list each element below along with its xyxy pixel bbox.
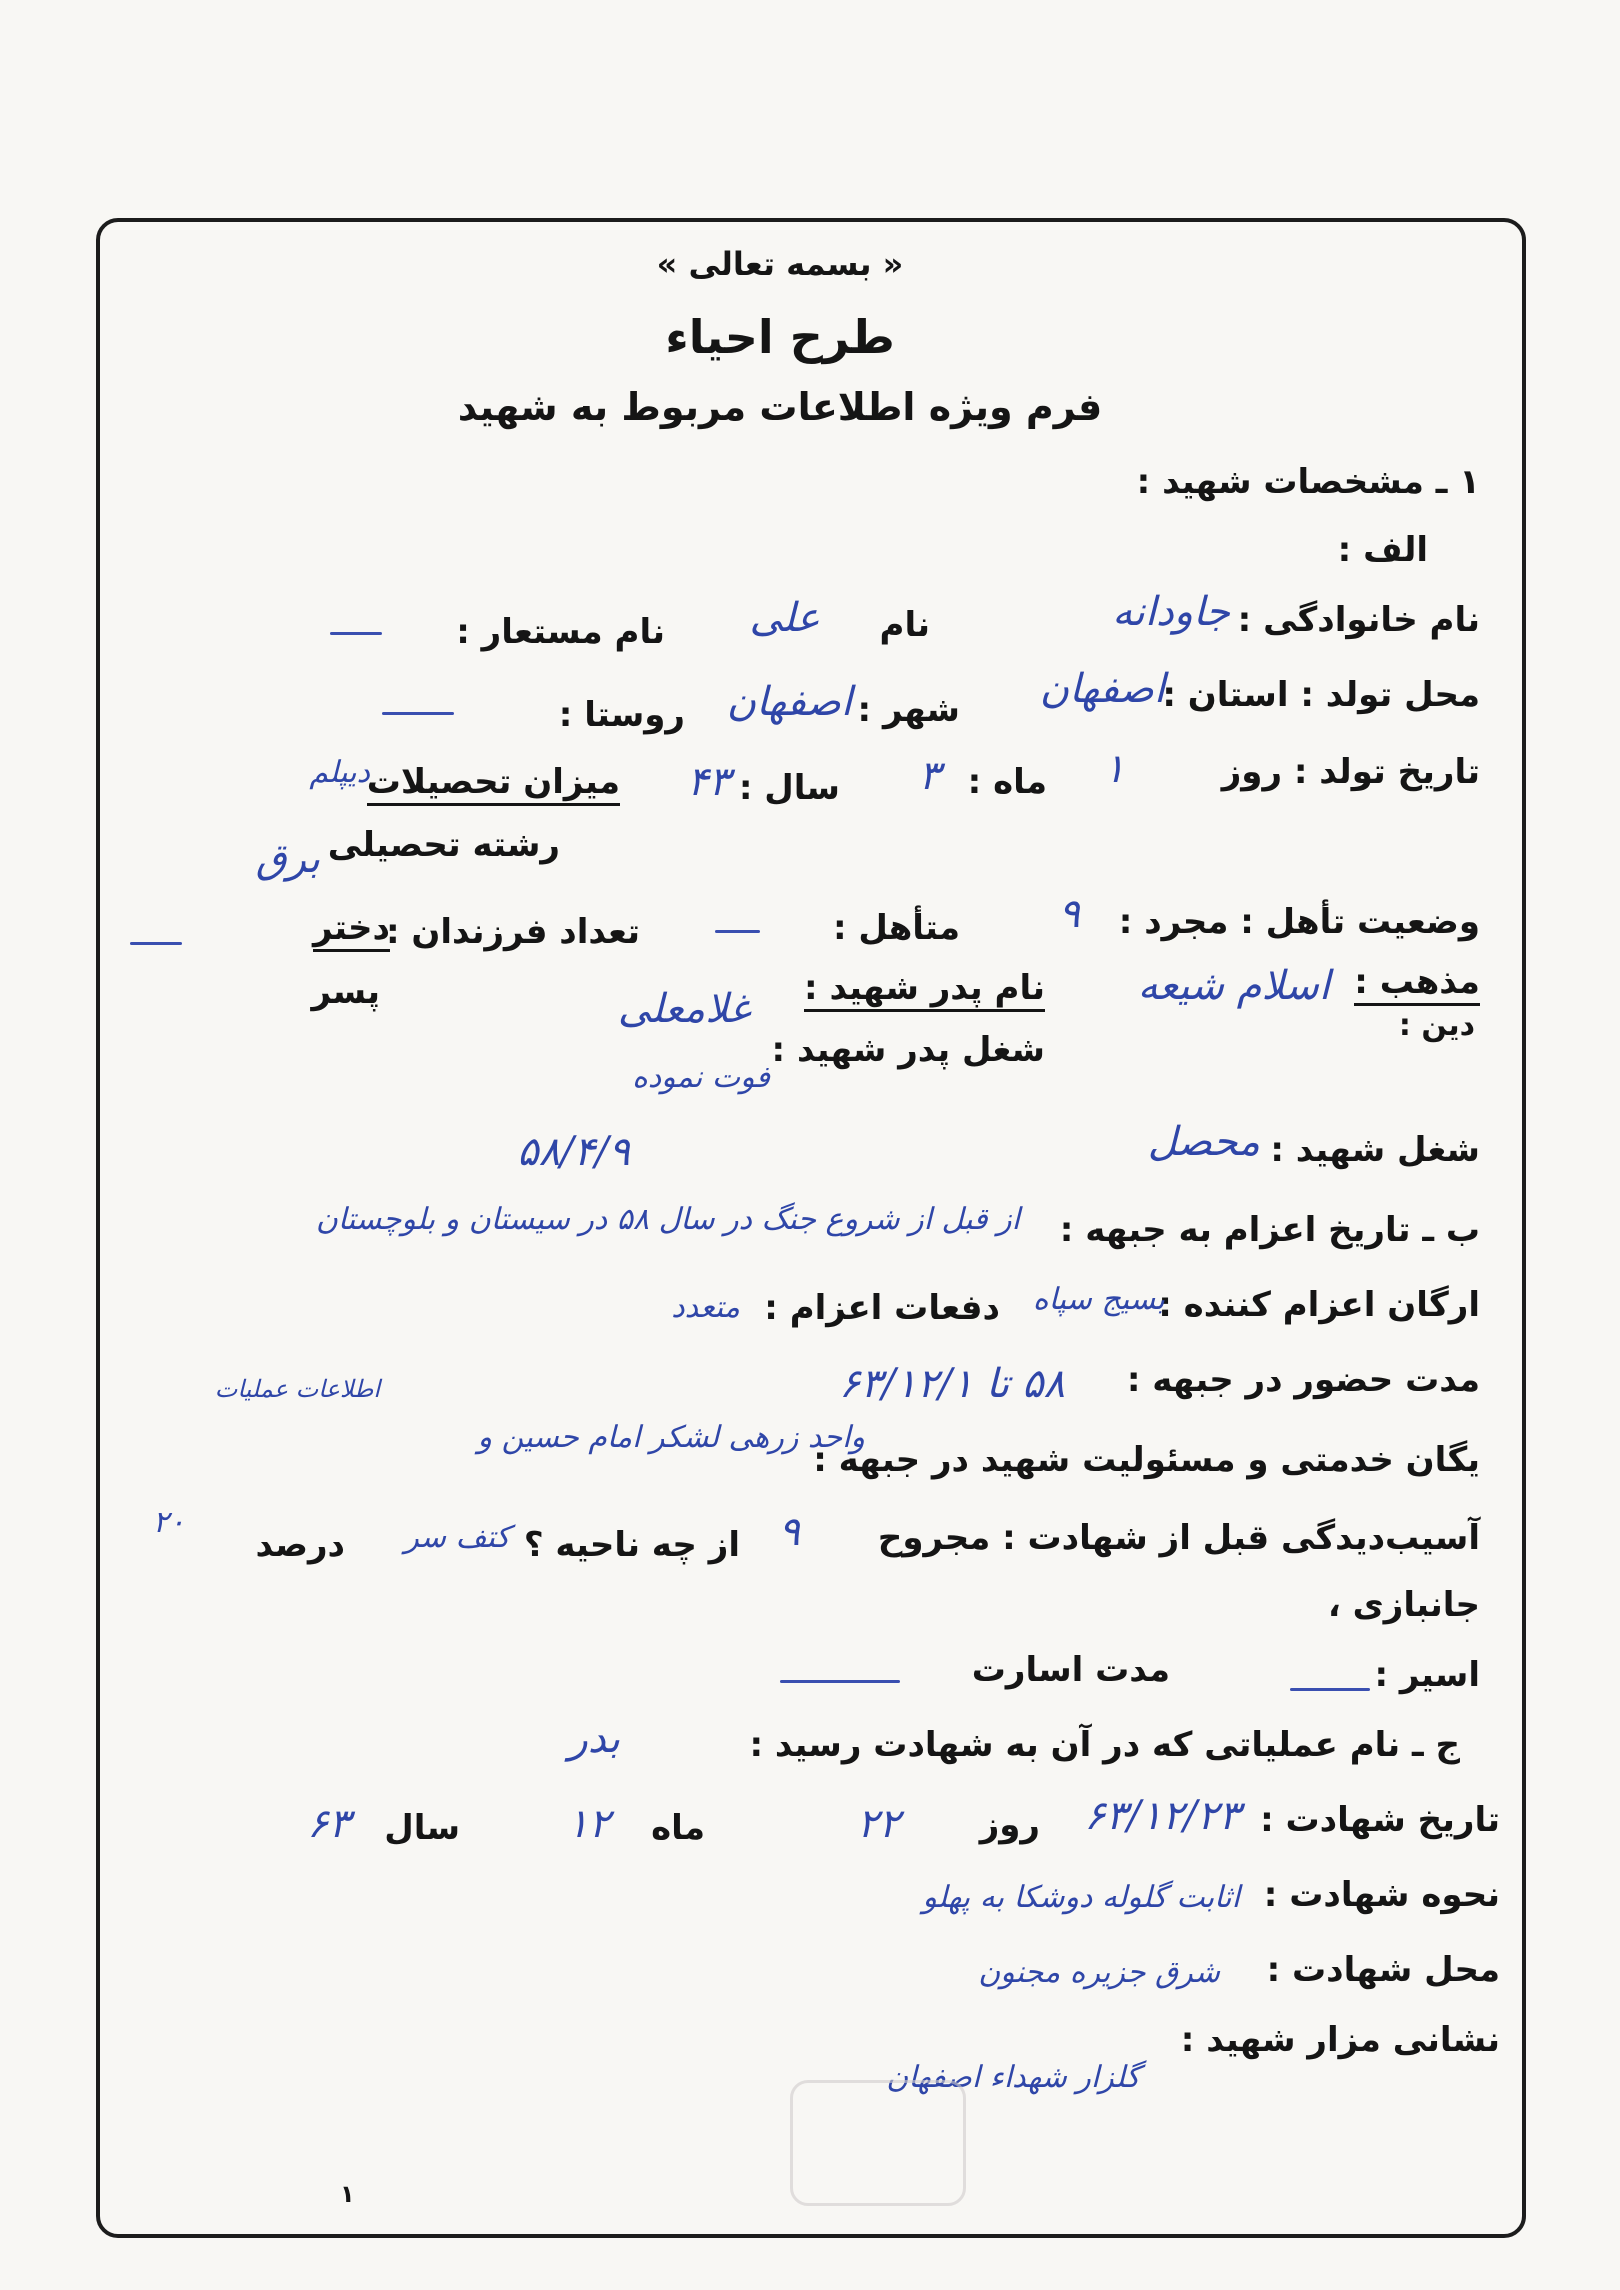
unit-value: واحد زرهی لشکر امام حسین و xyxy=(477,1420,865,1455)
family-name-label: نام خانوادگی : xyxy=(1237,600,1480,640)
martyrdom-day-value: ۲۲ xyxy=(857,1801,900,1847)
martyrdom-date-value: ۶۳/۱۲/۲۳ xyxy=(1084,1793,1240,1839)
children-label: تعداد فرزندان : xyxy=(385,912,640,952)
birthplace-label: محل تولد : استان : xyxy=(1162,675,1480,715)
form-title: طرح احیاء xyxy=(665,310,895,364)
birth-day-value: ۱ xyxy=(1103,746,1125,792)
front-duration-label: مدت حضور در جبهه : xyxy=(1126,1360,1480,1400)
captive-label: اسیر : xyxy=(1374,1655,1480,1695)
religion-label: مذهب : xyxy=(1354,962,1480,1006)
dispatch-date-top-value: ۵۸/۴/۹ xyxy=(517,1129,630,1175)
injury-mark-value: ۹ xyxy=(778,1509,800,1555)
faded-stamp xyxy=(790,2080,966,2206)
daughter-dash xyxy=(130,942,182,945)
family-name-value: جاودانه xyxy=(1112,589,1230,635)
martyr-job-value: محصل xyxy=(1147,1119,1260,1165)
village-dash xyxy=(382,712,454,715)
birth-year-label: سال : xyxy=(738,768,840,808)
martyrdom-month-value: ۱۲ xyxy=(567,1801,610,1847)
grave-value: گلزار شهداء اصفهان xyxy=(886,2060,1140,2095)
martyrdom-month-label: ماه xyxy=(651,1808,705,1848)
martyrdom-year-value: ۶۳ xyxy=(307,1801,350,1847)
father-name-label: نام پدر شهید : xyxy=(804,968,1045,1012)
faith-label: دین : xyxy=(1398,1008,1475,1043)
injury-area-label: از چه ناحیه ؟ xyxy=(523,1525,740,1565)
son-label: پسر xyxy=(311,972,380,1012)
manner-value: اثابت گلوله دوشکا به پهلو xyxy=(922,1880,1240,1915)
religion-value: اسلام شیعه xyxy=(1137,963,1330,1009)
city-value: اصفهان xyxy=(726,679,852,725)
percent-value: ۲۰ xyxy=(152,1505,185,1540)
alias-dash xyxy=(330,632,382,635)
married-dash xyxy=(715,930,760,933)
grave-label: نشانی مزار شهید : xyxy=(1180,2020,1500,2060)
village-label: روستا : xyxy=(558,695,685,735)
percent-label: درصد xyxy=(255,1525,345,1565)
daughter-label: دختر xyxy=(313,908,390,952)
form-subtitle: فرم ویژه اطلاعات مربوط به شهید xyxy=(457,385,1103,429)
father-job-value: فوت نموده xyxy=(632,1060,770,1095)
field-value: برق xyxy=(255,836,320,882)
first-name-label: نام xyxy=(879,605,930,645)
martyr-job-label: شغل شهید : xyxy=(1270,1130,1480,1170)
disability-label: جانبازی ، xyxy=(1327,1585,1480,1625)
manner-label: نحوه شهادت : xyxy=(1263,1875,1500,1915)
captivity-dash xyxy=(780,1680,900,1683)
page-number: ۱ xyxy=(340,2180,355,2208)
place-value: شرق جزیره مجنون xyxy=(978,1955,1220,1990)
marital-label: وضعیت تأهل : مجرد : xyxy=(1118,902,1480,942)
dispatch-org-value: بسیج سپاه xyxy=(1032,1282,1165,1317)
city-label: شهر : xyxy=(857,690,960,730)
dispatch-org-label: ارگان اعزام کننده : xyxy=(1158,1285,1480,1325)
province-value: اصفهان xyxy=(1039,666,1165,712)
martyrdom-date-label: تاریخ شهادت : xyxy=(1260,1800,1500,1840)
captive-dash xyxy=(1290,1688,1370,1691)
place-label: محل شهادت : xyxy=(1266,1950,1500,1990)
field-label: رشته تحصیلی xyxy=(327,825,560,865)
birth-month-value: ۳ xyxy=(918,753,940,799)
front-duration-value: ۵۸ تا ۶۳/۱۲/۱ xyxy=(838,1361,1065,1407)
father-job-label: شغل پدر شهید : xyxy=(771,1030,1045,1070)
unit-label: یگان خدمتی و مسئولیت شهید در جبهه : xyxy=(813,1440,1480,1480)
basmala: « بسمه تعالی » xyxy=(656,245,904,283)
martyrdom-day-label: روز xyxy=(979,1805,1040,1845)
birth-year-value: ۴۳ xyxy=(687,759,730,805)
operation-label: ج ـ نام عملیاتی که در آن به شهادت رسید : xyxy=(749,1725,1460,1765)
injury-area-value: کتف سر xyxy=(404,1520,510,1555)
married-label: متأهل : xyxy=(832,908,960,948)
unit-note-value: اطلاعات عملیات xyxy=(214,1375,380,1403)
martyrdom-year-label: سال xyxy=(384,1808,460,1848)
injury-label: آسیب‌دیدگی قبل از شهادت : مجروح xyxy=(877,1518,1480,1558)
education-value: دیپلم xyxy=(309,755,370,790)
first-name-value: علی xyxy=(749,595,820,641)
marital-single-value: ۹ xyxy=(1058,891,1080,937)
dispatch-times-label: دفعات اعزام : xyxy=(764,1288,1000,1328)
birth-date-label: تاریخ تولد : روز xyxy=(1221,752,1480,792)
captivity-label: مدت اسارت xyxy=(971,1650,1170,1690)
father-name-value: غلامعلی xyxy=(617,986,750,1032)
alias-label: نام مستعار : xyxy=(456,612,665,652)
dispatch-date-value: از قبل از شروع جنگ در سال ۵۸ در سیستان و بلوچستان xyxy=(315,1202,1020,1237)
birth-month-label: ماه : xyxy=(967,762,1047,802)
education-label: میزان تحصیلات xyxy=(367,762,620,806)
section-heading: ۱ ـ مشخصات شهید : xyxy=(1136,462,1480,502)
dispatch-times-value: متعدد xyxy=(671,1290,740,1325)
operation-value: بدر xyxy=(568,1716,620,1762)
dispatch-date-label: ب ـ تاریخ اعزام به جبهه : xyxy=(1059,1210,1480,1250)
section-alef: الف : xyxy=(1337,530,1428,570)
